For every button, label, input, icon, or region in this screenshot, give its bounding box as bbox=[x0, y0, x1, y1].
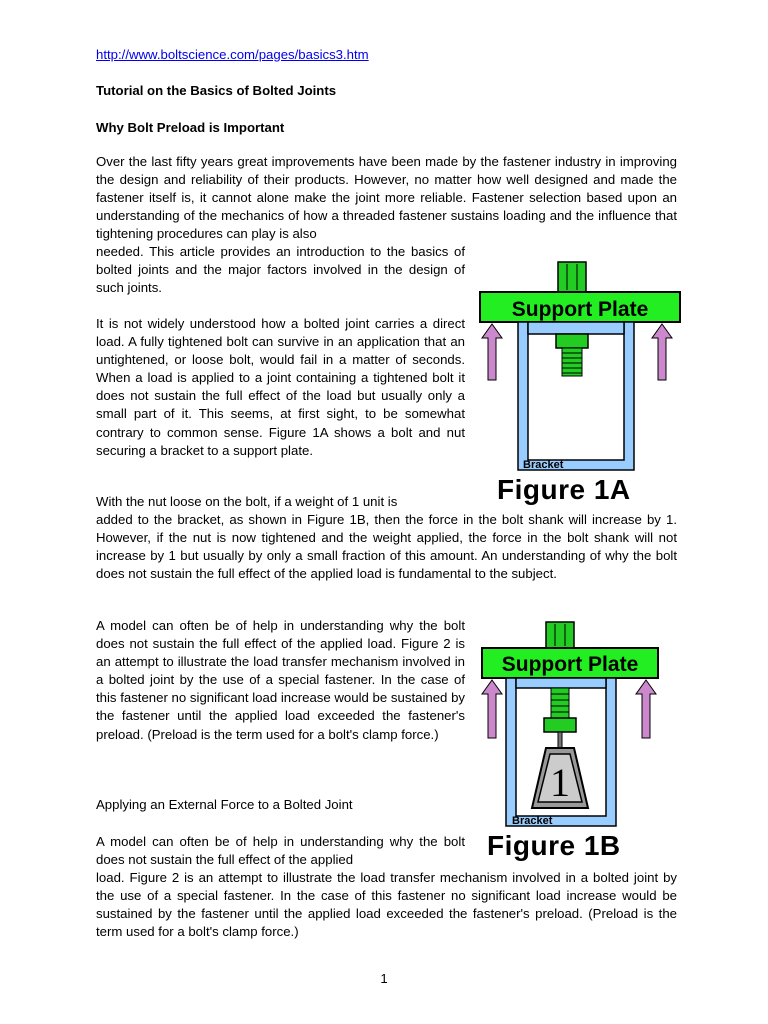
paragraph-nut-loose-start: With the nut loose on the bolt, if a weight of 1 unit is bbox=[96, 494, 398, 509]
figure-1a-diagram bbox=[470, 258, 690, 478]
nut bbox=[544, 718, 576, 732]
bracket-label: Bracket bbox=[523, 459, 564, 471]
bolt-head bbox=[558, 262, 586, 292]
source-link[interactable]: http://www.boltscience.com/pages/basics3.htm bbox=[96, 47, 369, 62]
subheading-external-force: Applying an External Force to a Bolted Joint bbox=[96, 797, 353, 812]
up-arrow-left bbox=[482, 324, 502, 380]
paragraph-model: A model can often be of help in understanding why the bolt does not sustain the full effect of the applied load. Figure 2 is an attempt to illustrate the load transfer mechanism involved in a bolted joint by the use of a special fastener. In the case of this fastener no significant load increase would be sustained by the fastener until the applied load exceeded the fastener's preload. (Preload is the term used for a bolt's clamp force.) bbox=[96, 618, 465, 742]
paragraph-intro: Over the last fifty years great improvements have been made by the fastener industry in improving the design and reliability of their products. However, no matter how well designed and made the fastener itself is, it cannot alone make the joint more reliable. Fastener selection based upon an understanding of the mechanics of how a threaded fastener sustains loading and the influence that tightening procedures can play is also bbox=[96, 154, 677, 242]
weight-label: 1 bbox=[550, 760, 570, 805]
paragraph-nut-loose: added to the bracket, as shown in Figure 1B, then the force in the bolt shank will increase by 1. However, if the nut is now tightened and the weight applied, the force in the bolt shank will not increase by 1 but usually by only a small fraction of this amount. An understanding of why the bolt does not sustain the full effect of the applied load is fundamental to the subject. bbox=[96, 512, 677, 582]
support-plate-label: Support Plate bbox=[501, 653, 639, 676]
support-plate-label: Support Plate bbox=[511, 298, 649, 321]
paragraph-model-repeat: load. Figure 2 is an attempt to illustrate the load transfer mechanism involved in a bolted joint by the use of a special fastener. In the case of this fastener no significant load increase would be sustained by the fastener until the applied load exceeded the fastener's preload. (Preload is the term used for a bolt's clamp force.) bbox=[96, 870, 677, 940]
bolt-head bbox=[546, 622, 574, 648]
nut bbox=[556, 334, 588, 348]
up-arrow-right bbox=[652, 324, 672, 380]
document-title: Tutorial on the Basics of Bolted Joints bbox=[96, 83, 337, 98]
up-arrow-right bbox=[636, 680, 656, 738]
paragraph-intro-continued: needed. This article provides an introduction to the basics of bolted joints and the major factors involved in the design of such joints. bbox=[96, 244, 465, 296]
section-heading: Why Bolt Preload is Important bbox=[96, 120, 285, 135]
figure-1a-caption: Figure 1A bbox=[497, 474, 631, 505]
paragraph-direct-load: It is not widely understood how a bolted joint carries a direct load. A fully tightened bolt can survive in an application that an untightened, or loose bolt, would fail in a matter of seconds. When a load is applied to a joint containing a tightened bolt it does not sustain the full effect of the load but usually only a small part of it. This seems, at first sight, to be somewhat contrary to common sense. Figure 1A shows a bolt and nut securing a bracket to a support plate. bbox=[96, 316, 465, 458]
up-arrow-left bbox=[482, 680, 502, 738]
figure-1b-caption: Figure 1B bbox=[487, 830, 621, 861]
figure-1b-diagram bbox=[466, 620, 690, 832]
bracket-label: Bracket bbox=[512, 815, 553, 827]
paragraph-model-repeat-start: A model can often be of help in understanding why the bolt does not sustain the full effect of the applied bbox=[96, 834, 465, 868]
page-number: 1 bbox=[380, 971, 388, 986]
